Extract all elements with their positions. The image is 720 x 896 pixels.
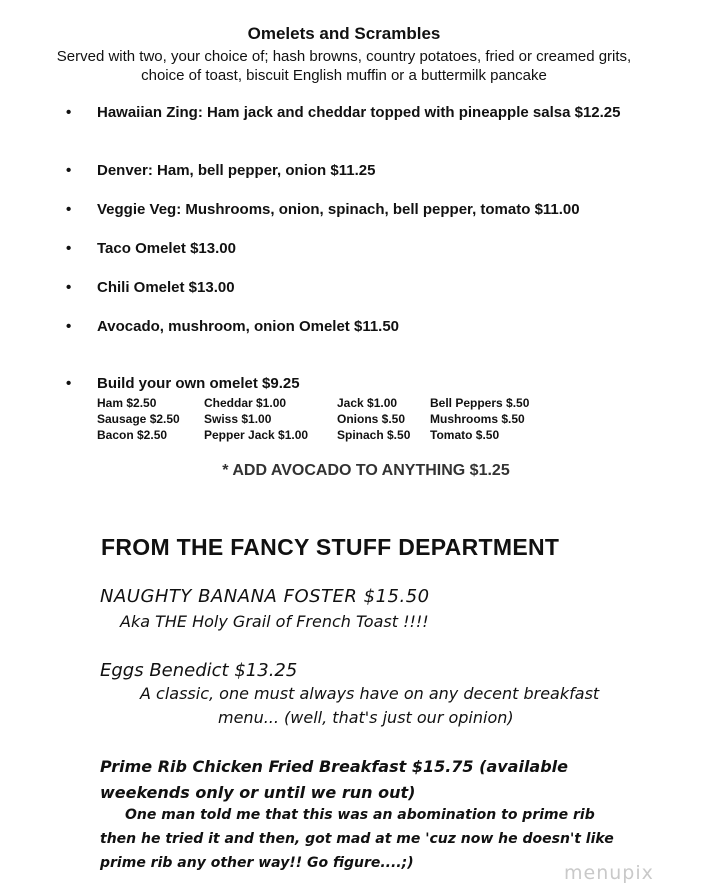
menu-item-chili-omelet: Chili Omelet $13.00 <box>97 279 235 296</box>
topping: Mushrooms $.50 <box>430 412 525 426</box>
prime-rib-title-line1: Prime Rib Chicken Fried Breakfast $15.75 (available <box>100 757 569 776</box>
prime-rib-title-line2: weekends only or until we run out) <box>100 783 416 802</box>
fancy-heading: FROM THE FANCY STUFF DEPARTMENT <box>101 534 560 560</box>
addon-avocado: * ADD AVOCADO TO ANYTHING $1.25 <box>222 462 510 479</box>
eggs-benedict-desc-line1: A classic, one must always have on any decent breakfast <box>140 684 600 703</box>
topping: Bacon $2.50 <box>97 428 168 442</box>
toppings-column <box>430 395 529 443</box>
topping: Onions $.50 <box>337 412 406 426</box>
eggs-benedict-desc-line2: menu... (well, that's just our opinion) <box>218 708 514 727</box>
toppings-column <box>337 395 410 443</box>
prime-rib-desc-line1: One man told me that this was an abomination to prime rib <box>125 807 595 823</box>
prime-rib-desc-line2: then he tried it and then, got mad at me 'cuz now he doesn't like <box>100 831 614 847</box>
topping: Swiss $1.00 <box>204 412 272 426</box>
toppings-column <box>204 395 308 443</box>
topping: Spinach $.50 <box>337 428 411 442</box>
toppings-column <box>97 395 180 443</box>
menu-item-denver: Denver: Ham, bell pepper, onion $11.25 <box>97 162 376 179</box>
menu-item-build-your-own: Build your own omelet $9.25 <box>97 375 300 392</box>
section-intro: Served with two, your choice of; hash browns, country potatoes, fried or creamed grits, choice of toast, biscuit English muffin or a buttermilk pancake <box>56 48 632 84</box>
section-title: Omelets and Scrambles <box>247 24 441 43</box>
prime-rib-desc-line3: prime rib any other way!! Go figure....;) <box>100 855 414 871</box>
topping: Pepper Jack $1.00 <box>204 428 309 442</box>
topping: Jack $1.00 <box>337 396 398 410</box>
topping: Sausage $2.50 <box>97 412 180 426</box>
menu-item-hawaiian-zing: Hawaiian Zing: Ham jack and cheddar topped with pineapple salsa $12.25 <box>97 104 621 121</box>
topping: Ham $2.50 <box>97 396 157 410</box>
banana-foster-desc: Aka THE Holy Grail of French Toast !!!! <box>120 612 429 631</box>
menu-item-taco-omelet: Taco Omelet $13.00 <box>97 240 236 257</box>
topping: Tomato $.50 <box>430 428 500 442</box>
menupix-watermark: menupix <box>564 862 654 884</box>
banana-foster-title: NAUGHTY BANANA FOSTER $15.50 <box>100 586 430 607</box>
topping: Bell Peppers $.50 <box>430 396 530 410</box>
eggs-benedict-title: Eggs Benedict $13.25 <box>100 660 298 681</box>
topping: Cheddar $1.00 <box>204 396 287 410</box>
menu-item-avocado-omelet: Avocado, mushroom, onion Omelet $11.50 <box>97 318 400 335</box>
menu-item-veggie-veg: Veggie Veg: Mushrooms, onion, spinach, bell pepper, tomato $11.00 <box>97 201 580 218</box>
